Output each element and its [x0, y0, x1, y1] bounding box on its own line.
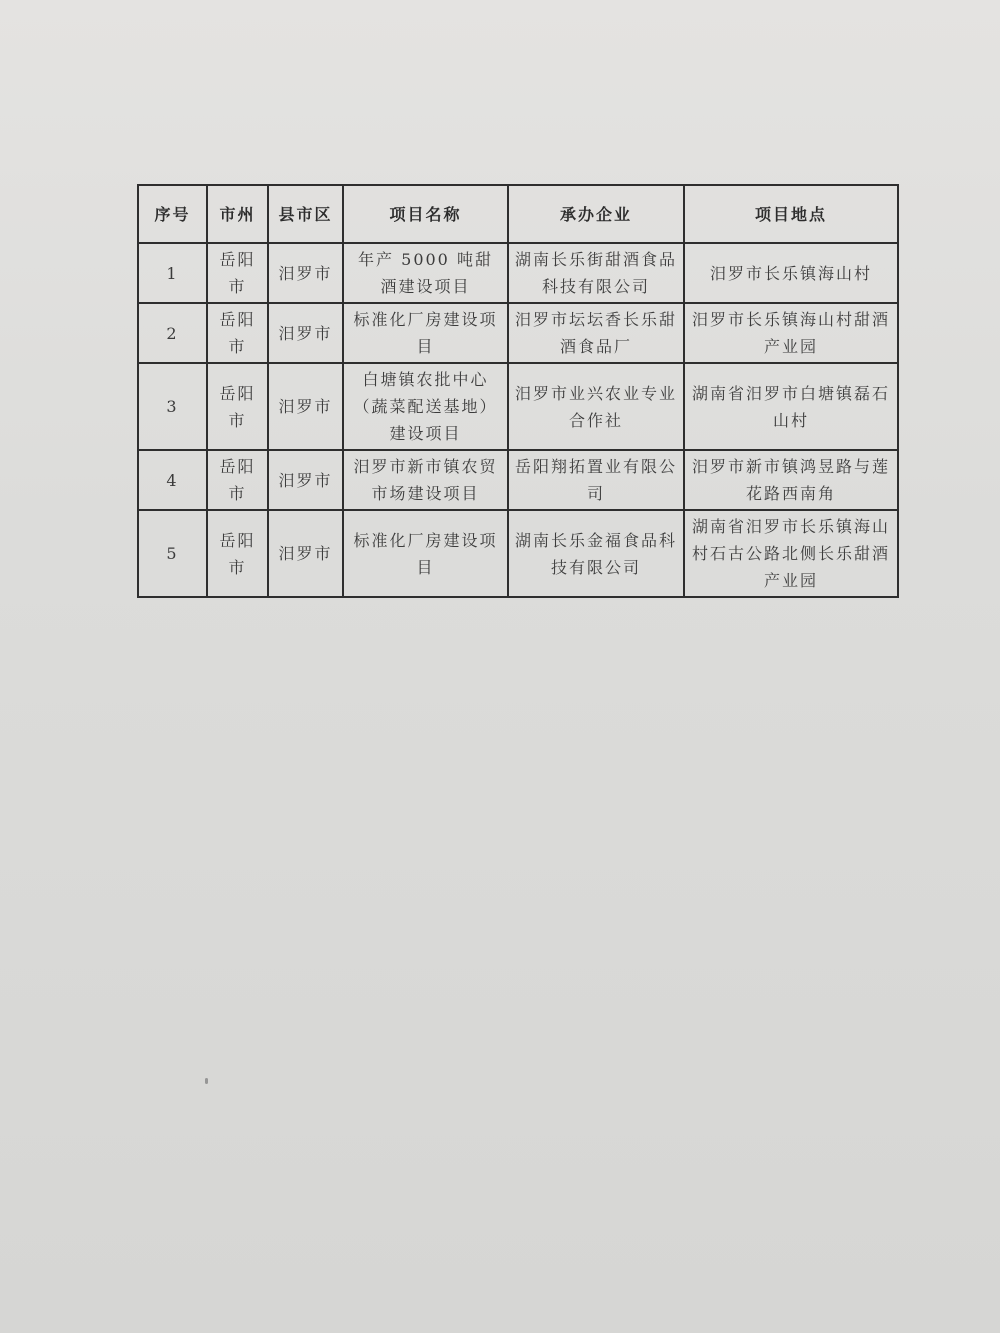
cell-county: 汨罗市: [268, 303, 343, 363]
cell-project: 年产 5000 吨甜酒建设项目: [343, 243, 508, 303]
header-location: 项目地点: [684, 185, 898, 243]
cell-city: 岳阳市: [207, 510, 268, 597]
cell-project: 标准化厂房建设项目: [343, 510, 508, 597]
project-table: [137, 184, 899, 598]
cell-county: 汨罗市: [268, 450, 343, 510]
cell-county: 汨罗市: [268, 510, 343, 597]
cell-location: 汨罗市长乐镇海山村: [684, 243, 898, 303]
table-row: [138, 243, 898, 303]
cell-county: 汨罗市: [268, 363, 343, 450]
cell-no: 4: [138, 450, 207, 510]
cell-company: 汨罗市坛坛香长乐甜酒食品厂: [508, 303, 684, 363]
cell-no: 3: [138, 363, 207, 450]
cell-city: 岳阳市: [207, 303, 268, 363]
paper-speck: [205, 1078, 208, 1084]
cell-company: 岳阳翔拓置业有限公司: [508, 450, 684, 510]
cell-location: 汨罗市新市镇鸿昱路与莲花路西南角: [684, 450, 898, 510]
table-row: [138, 450, 898, 510]
cell-project: 标准化厂房建设项目: [343, 303, 508, 363]
cell-county: 汨罗市: [268, 243, 343, 303]
cell-no: 5: [138, 510, 207, 597]
header-city: 市州: [207, 185, 268, 243]
table-row: [138, 363, 898, 450]
cell-project: 汨罗市新市镇农贸市场建设项目: [343, 450, 508, 510]
cell-project: 白塘镇农批中心（蔬菜配送基地）建设项目: [343, 363, 508, 450]
cell-location: 汨罗市长乐镇海山村甜酒产业园: [684, 303, 898, 363]
cell-location: 湖南省汨罗市白塘镇磊石山村: [684, 363, 898, 450]
header-company: 承办企业: [508, 185, 684, 243]
cell-company: 湖南长乐金福食品科技有限公司: [508, 510, 684, 597]
cell-city: 岳阳市: [207, 363, 268, 450]
cell-city: 岳阳市: [207, 243, 268, 303]
cell-no: 1: [138, 243, 207, 303]
cell-location: 湖南省汨罗市长乐镇海山村石古公路北侧长乐甜酒产业园: [684, 510, 898, 597]
header-county: 县市区: [268, 185, 343, 243]
table-row: [138, 303, 898, 363]
cell-company: 湖南长乐街甜酒食品科技有限公司: [508, 243, 684, 303]
header-project: 项目名称: [343, 185, 508, 243]
table-header-row: [138, 185, 898, 243]
cell-no: 2: [138, 303, 207, 363]
table-row: [138, 510, 898, 597]
header-no: 序号: [138, 185, 207, 243]
cell-company: 汨罗市业兴农业专业合作社: [508, 363, 684, 450]
cell-city: 岳阳市: [207, 450, 268, 510]
